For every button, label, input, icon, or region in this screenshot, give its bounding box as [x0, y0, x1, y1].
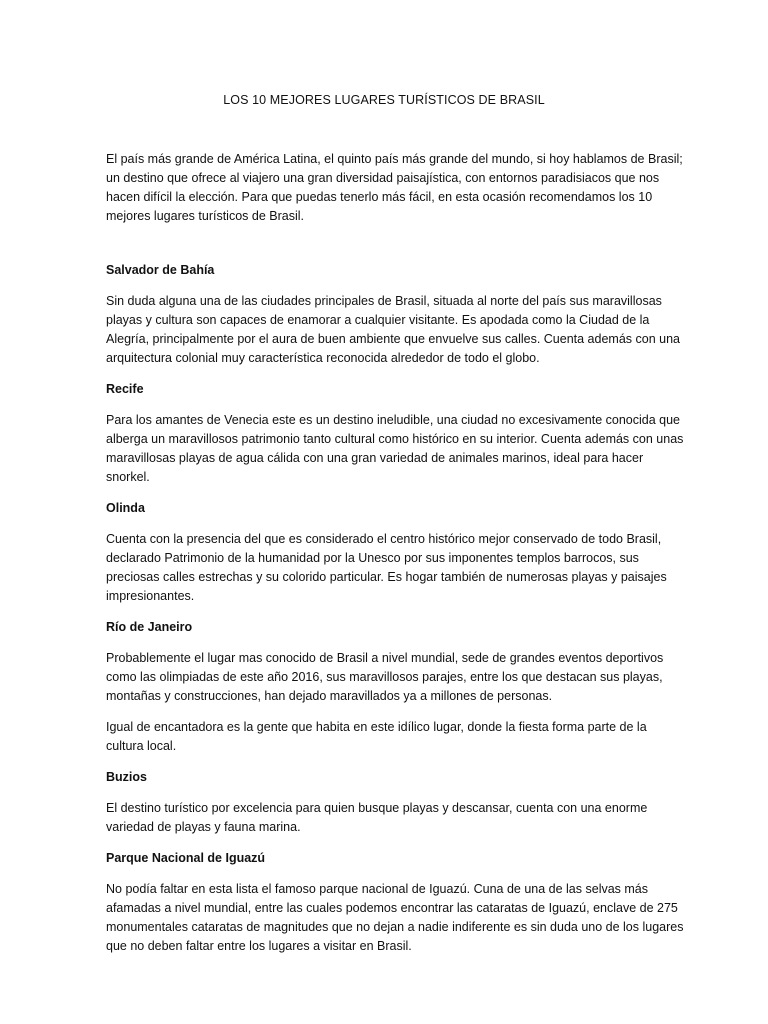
section-heading-buzios: Buzios: [106, 770, 147, 784]
section-paragraph-buzios: El destino turístico por excelencia para quien busque playas y descansar, cuenta con una enorme variedad de playas y fauna marina.: [106, 801, 648, 834]
section-paragraph-rio-1: Probablemente el lugar mas conocido de Brasil a nivel mundial, sede de grandes eventos deportivos como las olimpiadas de este año 2016, sus maravillosos parajes, entre los que destacan sus playas, montañas y construcciones, han dejado maravillados ya a millones de personas.: [106, 651, 664, 703]
section-paragraph-recife: Para los amantes de Venecia este es un destino ineludible, una ciudad no excesivamente conocida que alberga un maravillosos patrimonio tanto cultural como histórico en su interior. Cuenta además con unas maravillosas playas de agua cálida con una gran variedad de animales marinos, ideal para hacer snorkel.: [106, 413, 684, 484]
section-paragraph-olinda: Cuenta con la presencia del que es considerado el centro histórico mejor conservado de todo Brasil, declarado Patrimonio de la humanidad por la Unesco por sus imponentes templos barrocos, sus preciosas calles estrechas y su colorido particular. Es hogar también de numerosas playas y paisajes impresionantes.: [106, 532, 667, 603]
section-heading-iguazu: Parque Nacional de Iguazú: [106, 851, 266, 865]
section-paragraph-salvador: Sin duda alguna una de las ciudades principales de Brasil, situada al norte del país sus maravillosas playas y cultura son capaces de enamorar a cualquier visitante. Es apodada como la Ciudad de la Alegría, principalmente por el aura de buen ambiente que envuelve sus calles. Cuenta además con una arquitectura colonial muy característica reconocida alrededor de todo el globo.: [106, 294, 680, 365]
section-heading-rio: Río de Janeiro: [106, 620, 193, 634]
intro-paragraph: El país más grande de América Latina, el quinto país más grande del mundo, si hoy hablamos de Brasil; un destino que ofrece al viajero una gran diversidad paisajística, con entornos paradisiacos que nos hacen difícil la elección. Para que puedas tenerlo más fácil, en esta ocasión recomendamos los 10 mejores lugares turísticos de Brasil.: [106, 152, 683, 223]
section-heading-olinda: Olinda: [106, 501, 145, 515]
document-body: [106, 150, 686, 968]
document-title: LOS 10 MEJORES LUGARES TURÍSTICOS DE BRASIL: [223, 93, 545, 107]
section-heading-recife: Recife: [106, 382, 144, 396]
section-paragraph-rio-2: Igual de encantadora es la gente que habita en este idílico lugar, donde la fiesta forma parte de la cultura local.: [106, 720, 647, 753]
section-paragraph-iguazu: No podía faltar en esta lista el famoso parque nacional de Iguazú. Cuna de una de las selvas más afamadas a nivel mundial, entre las cuales podemos encontrar las cataratas de Iguazú, enclave de 275 monumentales cataratas de magnitudes que no dejan a nadie indiferente es sin duda uno de los lugares que no deben faltar entre los lugares a visitar en Brasil.: [106, 882, 684, 953]
section-heading-salvador: Salvador de Bahía: [106, 263, 215, 277]
